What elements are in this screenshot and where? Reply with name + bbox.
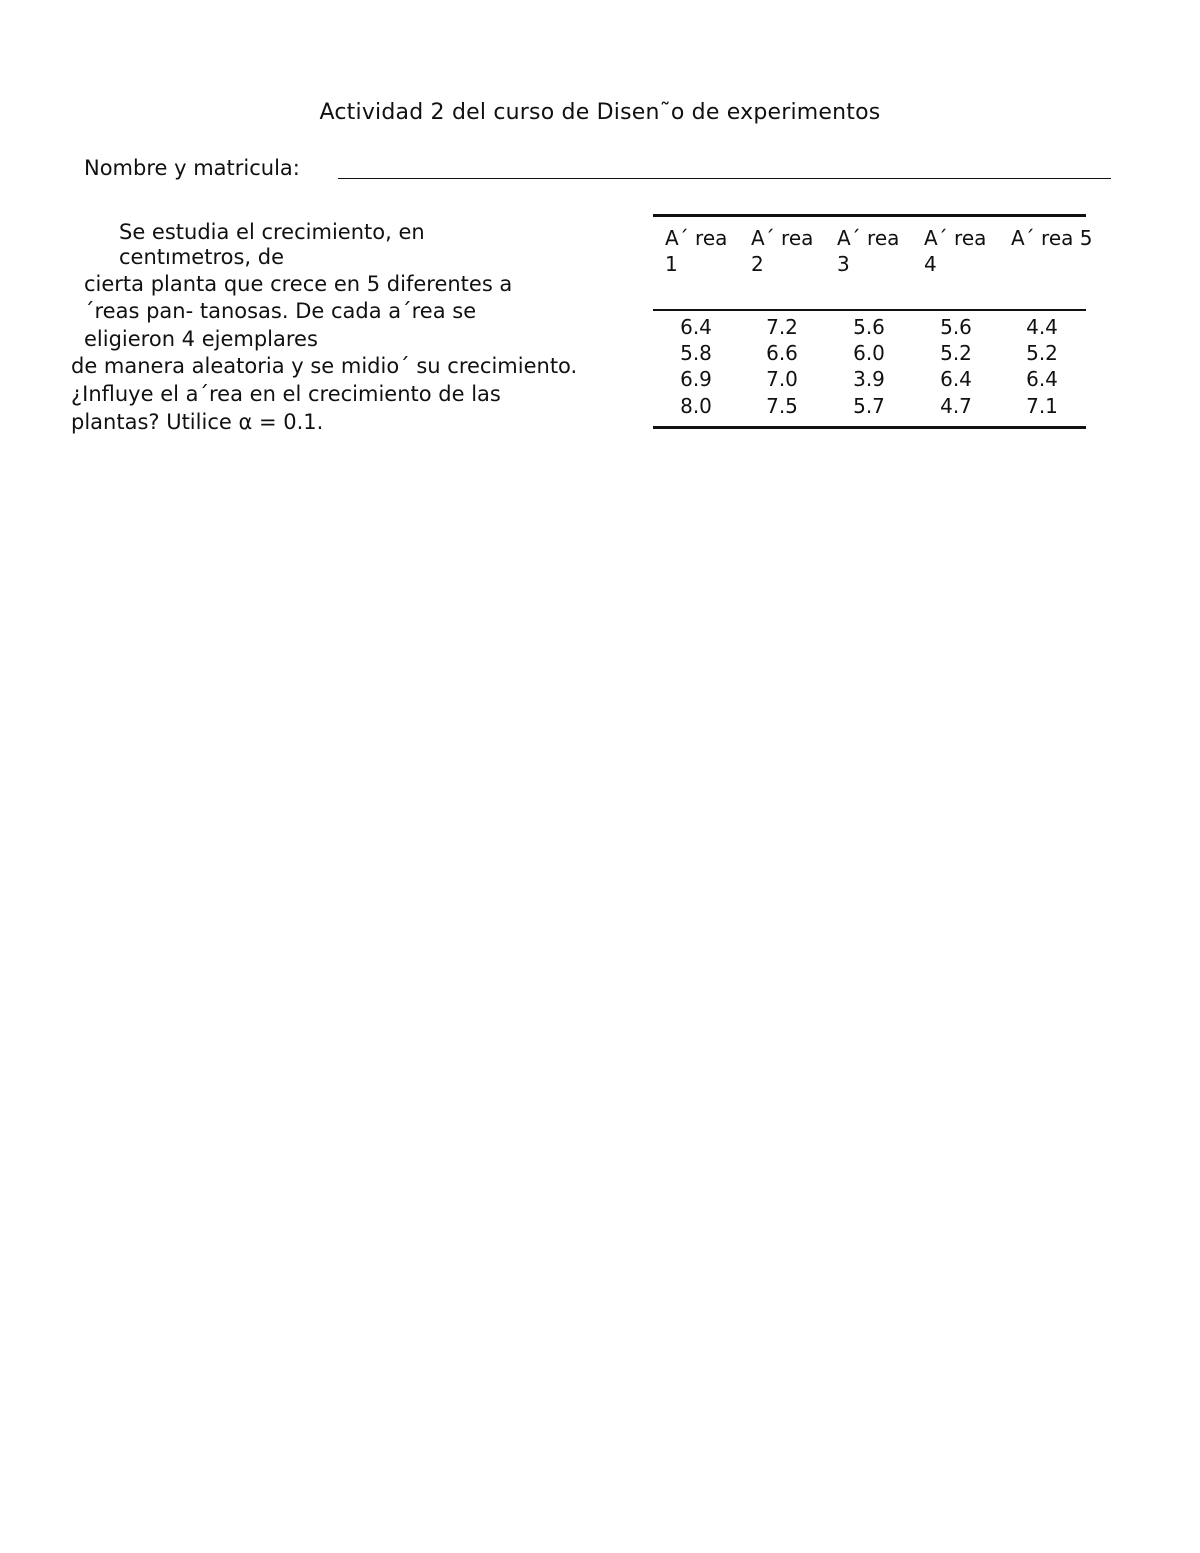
paragraph-line: cierta planta que crece en 5 diferentes a [84, 272, 513, 296]
paragraph-line: de manera aleatoria y se midio´ su crecimiento. [71, 354, 578, 378]
table-header-rule [653, 309, 1086, 311]
table-cell: 5.7 [853, 394, 885, 418]
table-cell: 6.4 [1026, 367, 1058, 391]
table-cell: 6.9 [680, 367, 712, 391]
table-header-cell: A´ rea 5 [1011, 226, 1093, 250]
table-cell: 5.6 [853, 315, 885, 339]
table-header-cell: A´ rea 3 [837, 226, 900, 276]
paragraph-line: eligieron 4 ejemplares [84, 327, 318, 351]
table-cell: 7.0 [766, 367, 798, 391]
table-cell: 6.6 [766, 341, 798, 365]
table-cell: 6.4 [680, 315, 712, 339]
table-cell: 8.0 [680, 394, 712, 418]
table-header-cell: A´ rea 4 [924, 226, 987, 276]
table-top-rule [653, 214, 1086, 217]
table-cell: 5.8 [680, 341, 712, 365]
table-cell: 7.5 [766, 394, 798, 418]
table-cell: 3.9 [853, 367, 885, 391]
table-cell: 7.2 [766, 315, 798, 339]
table-cell: 4.4 [1026, 315, 1058, 339]
document-title: Actividad 2 del curso de Disen˜o de experimentos [319, 100, 881, 125]
table-cell: 4.7 [940, 394, 972, 418]
table-cell: 6.0 [853, 341, 885, 365]
table-cell: 7.1 [1026, 394, 1058, 418]
table-header-cell: A´ rea 2 [751, 226, 814, 276]
paragraph-line: plantas? Utilice α = 0.1. [71, 410, 324, 434]
paragraph-line: ´reas pan- tanosas. De cada a´rea se [84, 299, 477, 323]
paragraph-line: Se estudia el crecimiento, en [119, 220, 425, 244]
table-cell: 5.2 [1026, 341, 1058, 365]
paragraph-line: centımetros, de [119, 245, 285, 269]
name-field-line [338, 178, 1111, 179]
paragraph-line: ¿Influye el a´rea en el crecimiento de las [71, 382, 501, 406]
name-field-label: Nombre y matricula: [84, 156, 300, 180]
table-cell: 5.2 [940, 341, 972, 365]
table-cell: 6.4 [940, 367, 972, 391]
table-header-cell: A´ rea 1 [665, 226, 728, 276]
table-bottom-rule [653, 426, 1086, 429]
table-cell: 5.6 [940, 315, 972, 339]
